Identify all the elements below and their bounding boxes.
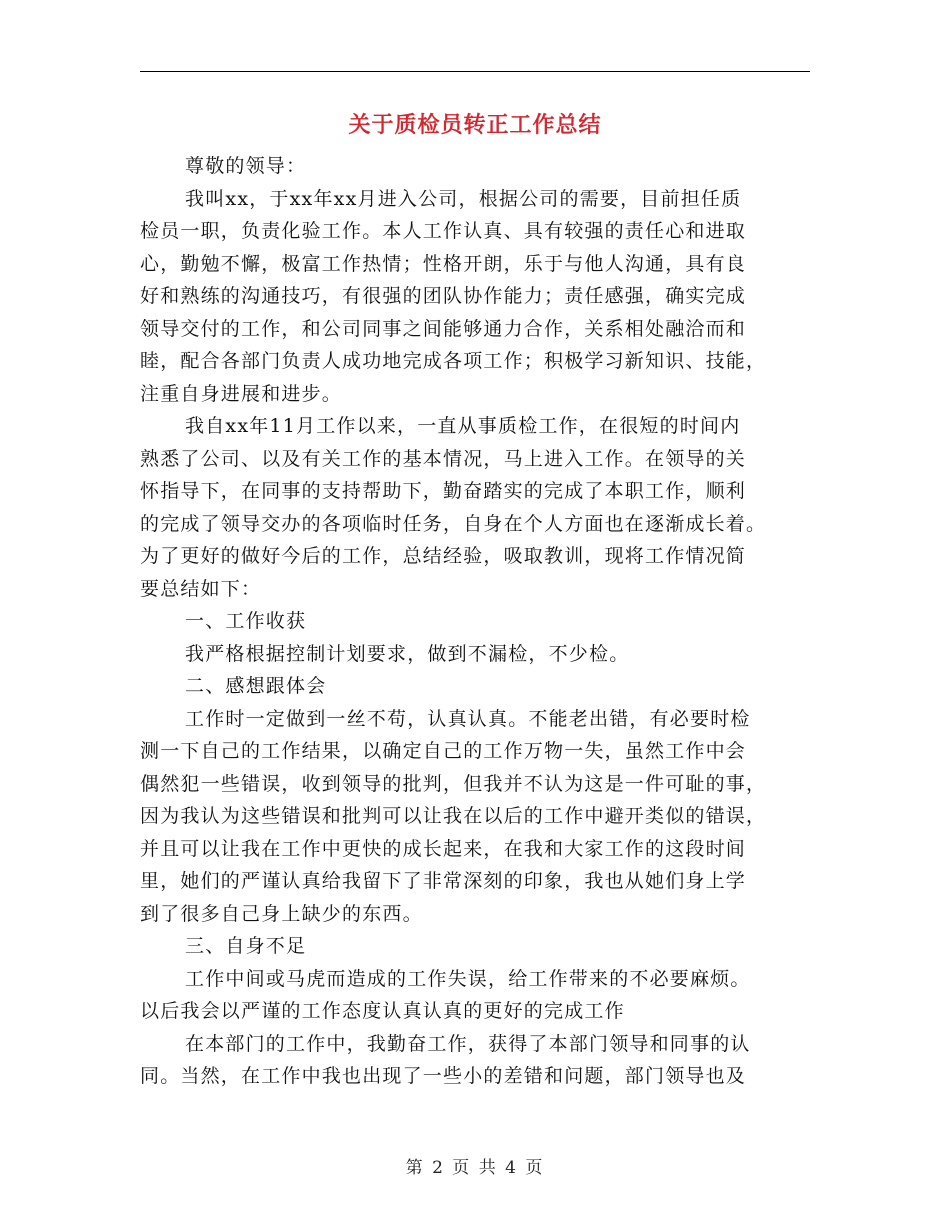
text-line: 偶然犯一些错误，收到领导的批判，但我并不认为这是一件可耻的事，: [140, 772, 767, 795]
text-line: 我严格根据控制计划要求，做到不漏检，不少检。: [185, 642, 630, 665]
text-line: 领导交付的工作，和公司同事之间能够通力合作，关系相处融洽而和: [140, 317, 747, 340]
text-line: 工作时一定做到一丝不苟，认真认真。不能老出错，有必要时检: [185, 707, 751, 730]
text-line: 要总结如下：: [140, 577, 262, 600]
text-line: 在本部门的工作中，我勤奋工作，获得了本部门领导和同事的认: [185, 1032, 751, 1055]
document-title: 关于质检员转正工作总结: [348, 113, 602, 138]
text-line: 注重自身进展和进步。: [140, 382, 343, 405]
text-line: 因为我认为这些错误和批判可以让我在以后的工作中避开类似的错误，: [140, 805, 767, 827]
text-line: 的完成了领导交办的各项临时任务，自身在个人方面也在逐渐成长着。: [140, 512, 767, 535]
text-line: 测一下自己的工作结果，以确定自己的工作万物一失，虽然工作中会: [140, 740, 747, 762]
text-line: 工作中间或马虎而造成的工作失误，给工作带来的不必要麻烦。: [185, 967, 751, 990]
text-line: 尊敬的领导：: [185, 155, 307, 177]
text-line: 里，她们的严谨认真给我留下了非常深刻的印象，我也从她们身上学: [140, 870, 747, 892]
text-line: 以后我会以严谨的工作态度认真认真的更好的完成工作: [140, 1000, 625, 1022]
text-line: 二、感想跟体会: [185, 675, 327, 697]
text-line: 并且可以让我在工作中更快的成长起来，在我和大家工作的这段时间: [140, 837, 747, 860]
text-line: 怀指导下，在同事的支持帮助下，勤奋踏实的完成了本职工作，顺利: [140, 480, 747, 502]
header-rule: [140, 71, 810, 72]
text-line: 为了更好的做好今后的工作，总结经验，吸取教训，现将工作情况简: [140, 545, 747, 567]
text-line: 三、自身不足: [185, 935, 307, 957]
text-line: 我自xx年11月工作以来，一直从事质检工作，在很短的时间内: [185, 415, 741, 437]
document-body: [140, 150, 810, 1093]
text-line: 检员一职，负责化验工作。本人工作认真、具有较强的责任心和进取: [140, 220, 747, 242]
text-line: 熟悉了公司、以及有关工作的基本情况，马上进入工作。在领导的关: [140, 447, 747, 470]
text-line: 一、工作收获: [185, 610, 307, 632]
text-line: 好和熟练的沟通技巧，有很强的团队协作能力；责任感强，确实完成: [140, 285, 747, 307]
text-line: 心，勤勉不懈，极富工作热情；性格开朗，乐于与他人沟通，具有良: [140, 252, 747, 275]
text-line: 我叫xx，于xx年xx月进入公司，根据公司的需要，目前担任质: [185, 187, 742, 210]
text-line: 睦，配合各部门负责人成功地完成各项工作；积极学习新知识、技能，: [140, 350, 767, 372]
text-line: 到了很多自己身上缺少的东西。: [140, 902, 423, 925]
page-number-footer: 第 2 页 共 4 页: [405, 1158, 545, 1178]
text-line: 同。当然，在工作中我也出现了一些小的差错和问题，部门领导也及: [140, 1065, 747, 1087]
